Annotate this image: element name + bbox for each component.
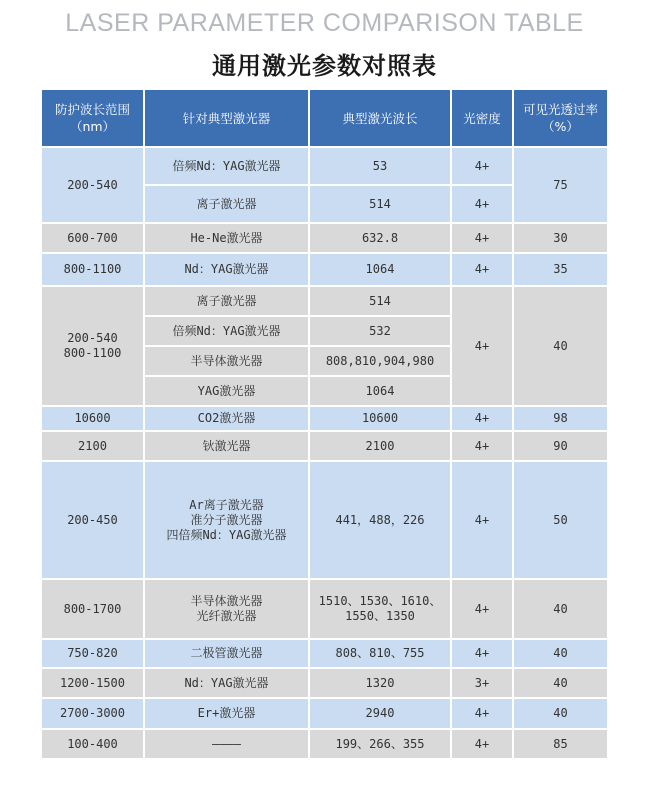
table-row <box>42 730 609 760</box>
wavelength-cell: 532 <box>310 317 452 347</box>
laser-cell <box>145 432 310 462</box>
laser-cell-line: Nd：YAG激光器 <box>184 675 269 690</box>
table-row <box>42 224 609 254</box>
range-cell <box>42 254 145 287</box>
table-row <box>42 669 609 699</box>
wavelength-cell: 199、266、355 <box>310 730 452 760</box>
header-wavelength: 典型激光波长 <box>310 90 452 148</box>
table-row <box>42 432 609 462</box>
header-range <box>42 90 145 148</box>
range-cell-line: 800-1700 <box>63 601 122 616</box>
wavelength-cell: 53 <box>310 148 452 186</box>
od-cell: 4+ <box>452 580 514 640</box>
range-cell <box>42 148 145 224</box>
vlt-cell: 35 <box>514 254 609 287</box>
header-od: 光密度 <box>452 90 514 148</box>
wavelength-cell-line: 1550、1350 <box>345 609 415 623</box>
table-row <box>42 407 609 432</box>
table-row <box>42 287 609 317</box>
laser-cell-line: ———— <box>212 736 241 751</box>
wavelength-cell: 10600 <box>310 407 452 432</box>
table-row <box>42 640 609 669</box>
range-cell-line: 100-400 <box>67 736 118 751</box>
od-cell: 4+ <box>452 254 514 287</box>
range-cell <box>42 699 145 730</box>
range-cell <box>42 730 145 760</box>
vlt-cell: 40 <box>514 699 609 730</box>
range-cell-line: 200-540 <box>67 177 118 192</box>
english-title: LASER PARAMETER COMPARISON TABLE <box>65 9 584 37</box>
wavelength-cell: 2100 <box>310 432 452 462</box>
wavelength-cell: 514 <box>310 186 452 224</box>
table-row <box>42 580 609 640</box>
header-range-unit: （nm） <box>69 119 116 134</box>
laser-cell-line: 光纤激光器 <box>196 609 257 623</box>
od-cell: 4+ <box>452 730 514 760</box>
vlt-cell: 40 <box>514 640 609 669</box>
laser-cell-line: 准分子激光器 <box>190 512 263 527</box>
laser-cell-line: 半导体激光器 <box>190 594 263 608</box>
wavelength-cell: 2940 <box>310 699 452 730</box>
header-row <box>42 90 609 148</box>
laser-cell-line: Nd：YAG激光器 <box>184 262 269 276</box>
header-laser: 针对典型激光器 <box>145 90 310 148</box>
vlt-cell: 40 <box>514 287 609 407</box>
header-vlt-unit: （%） <box>542 119 579 134</box>
od-cell: 4+ <box>452 287 514 407</box>
range-cell-line: 2100 <box>78 438 107 453</box>
table-row <box>42 699 609 730</box>
od-cell: 4+ <box>452 186 514 224</box>
table-row <box>42 148 609 186</box>
range-cell <box>42 580 145 640</box>
wavelength-cell: 1064 <box>310 254 452 287</box>
table-row <box>42 254 609 287</box>
od-cell: 4+ <box>452 462 514 580</box>
od-cell: 4+ <box>452 148 514 186</box>
laser-cell-line: 倍频Nd：YAG激光器 <box>172 158 281 173</box>
laser-cell-line: 离子激光器 <box>196 196 257 211</box>
wavelength-cell: 1320 <box>310 669 452 699</box>
laser-cell-line: YAG激光器 <box>197 383 256 398</box>
laser-parameter-table <box>42 90 609 760</box>
laser-cell-line: 倍频Nd：YAG激光器 <box>172 323 281 338</box>
wavelength-cell: 808,810,904,980 <box>310 347 452 377</box>
vlt-cell: 40 <box>514 580 609 640</box>
laser-cell-line: Er+激光器 <box>197 706 256 720</box>
range-cell-line: 600-700 <box>67 230 118 245</box>
wavelength-cell-line: 1510、1530、1610、 <box>318 594 442 608</box>
laser-cell <box>145 254 310 287</box>
range-cell <box>42 640 145 669</box>
range-cell-line: 2700-3000 <box>59 706 126 720</box>
vlt-cell: 98 <box>514 407 609 432</box>
laser-cell <box>145 317 310 347</box>
table-row <box>42 462 609 580</box>
vlt-cell: 40 <box>514 669 609 699</box>
header-vlt <box>514 90 609 148</box>
laser-cell <box>145 730 310 760</box>
range-cell-line: 200-450 <box>67 512 118 527</box>
vlt-cell: 50 <box>514 462 609 580</box>
laser-cell <box>145 347 310 377</box>
laser-cell <box>145 640 310 669</box>
od-cell: 4+ <box>452 699 514 730</box>
laser-cell-line: He-Ne激光器 <box>190 230 263 245</box>
laser-cell <box>145 669 310 699</box>
vlt-cell: 90 <box>514 432 609 462</box>
wavelength-cell: 1064 <box>310 377 452 407</box>
od-cell: 4+ <box>452 640 514 669</box>
laser-cell-line: 二极管激光器 <box>190 646 263 660</box>
od-cell: 4+ <box>452 224 514 254</box>
laser-cell <box>145 699 310 730</box>
od-cell: 4+ <box>452 432 514 462</box>
range-cell <box>42 287 145 407</box>
range-cell-line: 200-540 <box>67 331 118 345</box>
vlt-cell: 85 <box>514 730 609 760</box>
range-cell <box>42 224 145 254</box>
wavelength-cell <box>310 580 452 640</box>
laser-cell <box>145 186 310 224</box>
laser-cell-line: 钬激光器 <box>202 438 251 453</box>
range-cell-line: 750-820 <box>67 646 118 660</box>
range-cell <box>42 407 145 432</box>
laser-cell <box>145 462 310 580</box>
laser-cell <box>145 377 310 407</box>
range-cell <box>42 669 145 699</box>
range-cell-line: 10600 <box>74 411 111 425</box>
laser-cell <box>145 407 310 432</box>
header-vlt-label: 可见光透过率 <box>522 102 598 117</box>
laser-cell <box>145 148 310 186</box>
od-cell: 4+ <box>452 407 514 432</box>
wavelength-cell: 808、810、755 <box>310 640 452 669</box>
range-cell-line: 800-1100 <box>63 262 122 276</box>
laser-cell-line: 半导体激光器 <box>190 353 263 368</box>
vlt-cell: 30 <box>514 224 609 254</box>
wavelength-cell: 632.8 <box>310 224 452 254</box>
vlt-cell: 75 <box>514 148 609 224</box>
laser-cell <box>145 287 310 317</box>
laser-cell <box>145 580 310 640</box>
chinese-title: 通用激光参数对照表 <box>212 52 437 80</box>
laser-cell-line: 四倍频Nd：YAG激光器 <box>166 527 287 542</box>
range-cell <box>42 432 145 462</box>
wavelength-cell: 514 <box>310 287 452 317</box>
laser-cell-line: CO2激光器 <box>197 411 256 425</box>
laser-cell-line: Ar离子激光器 <box>189 497 264 512</box>
range-cell-line: 1200-1500 <box>59 675 126 690</box>
od-cell: 3+ <box>452 669 514 699</box>
wavelength-cell: 441，488，226 <box>310 462 452 580</box>
range-cell <box>42 462 145 580</box>
laser-cell-line: 离子激光器 <box>196 293 257 308</box>
header-range-label: 防护波长范围 <box>54 102 130 117</box>
range-cell-line: 800-1100 <box>63 346 122 360</box>
laser-cell <box>145 224 310 254</box>
